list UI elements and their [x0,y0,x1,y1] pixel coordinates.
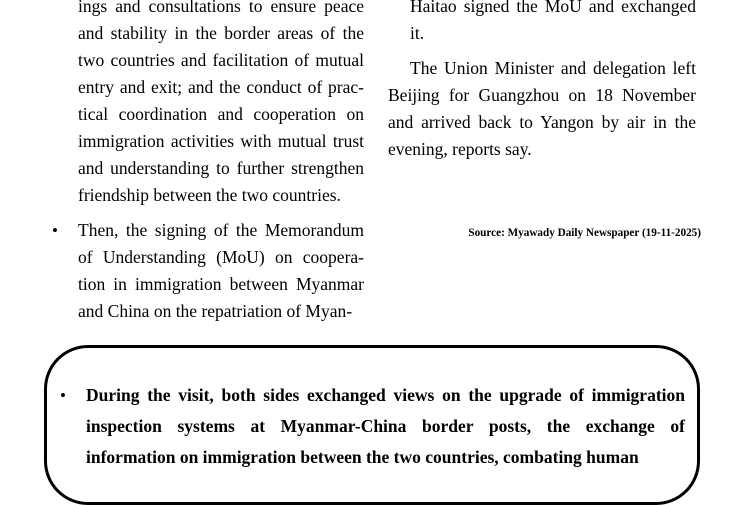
right-continued-text: Haitao signed the MoU and exchanged it. [410,0,696,43]
bullet-icon: • [60,386,66,405]
right-paragraph: The Union Minister and delegation left Beijing for Guangzhou on 18 November and arrived back to Yangon by air in the evening, reports say. [388,58,696,159]
left-column [52,0,364,325]
left-continued-paragraph: ings and consultations to ensure peace and stability in the border areas of the two countries and facilitation of mutual entry and exit; and the conduct of prac-tical coordination and cooperation on immigration activities with mutual trust and understanding to further strengthen friendship between the two countries. [78,0,364,205]
right-column [388,0,696,163]
left-bullet-item [52,217,364,325]
source-citation: Source: Myawady Daily Newspaper (19-11-2025) [468,227,701,239]
bullet-icon: • [52,221,58,240]
left-bullet-text: Then, the signing of the Memorandum of Understanding (MoU) on coopera-tion in immigration between Myanmar and China on the repatriation of Myan- [78,220,364,321]
highlight-box-text: During the visit, both sides exchanged views on the upgrade of immigration inspection systems at Myanmar-China border posts, the exchange of information on immigration between the two countries, combating human [86,385,685,467]
